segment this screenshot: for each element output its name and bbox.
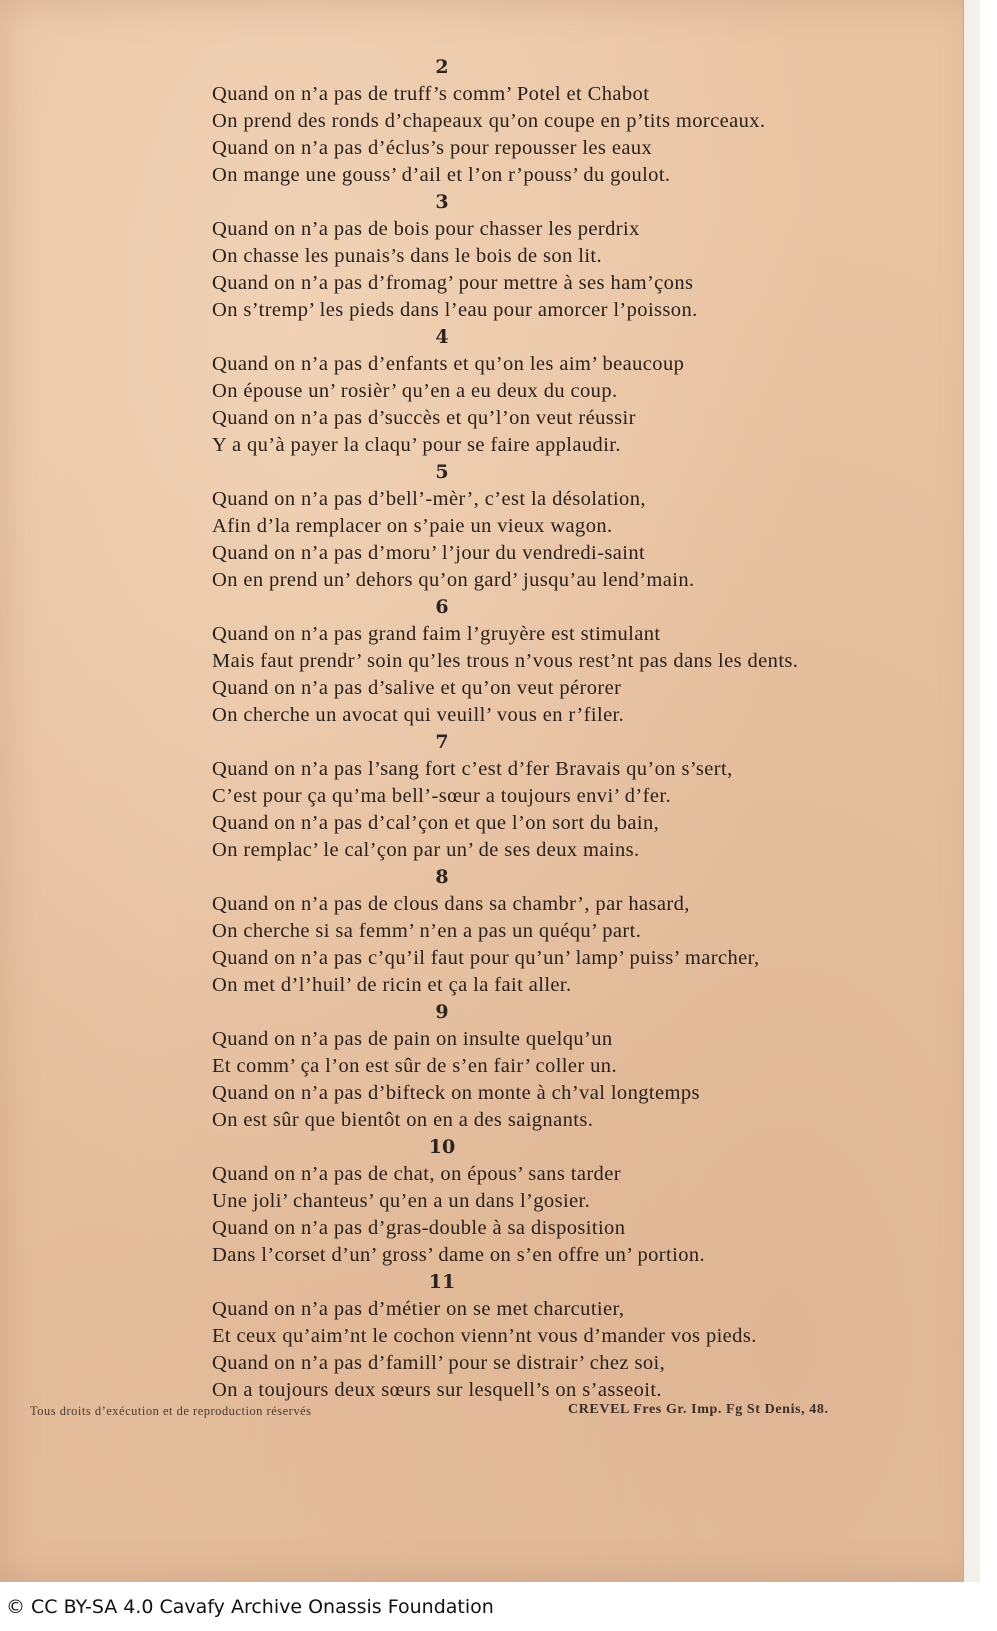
page-edge: [963, 0, 980, 1582]
verse-line: Quand on n’a pas d’bifteck on monte à ch’val longtemps: [212, 1082, 700, 1104]
stanza-number: 8: [435, 866, 449, 888]
verse-line: Afin d’la remplacer on s’paie un vieux wagon.: [212, 515, 613, 537]
verse-line: On en prend un’ dehors qu’on gard’ jusqu’au lend’main.: [212, 569, 695, 591]
stanza-number: 5: [435, 461, 449, 483]
verse-line: Quand on n’a pas grand faim l’gruyère est stimulant: [212, 623, 661, 645]
stanza: [212, 1269, 872, 1404]
verse-line: Quand on n’a pas l’sang fort c’est d’fer Bravais qu’on s’sert,: [212, 758, 733, 780]
verse-line: Quand on n’a pas d’enfants et qu’on les aim’ beaucoup: [212, 353, 685, 375]
stanza-number: 11: [428, 1271, 456, 1293]
stanza-number: 7: [435, 731, 449, 753]
stanza-number: 3: [435, 191, 449, 213]
stanza: [212, 324, 872, 459]
verse-line: On cherche si sa femm’ n’en a pas un quéqu’ part.: [212, 920, 642, 942]
verse-line: On remplac’ le cal’çon par un’ de ses deux mains.: [212, 839, 640, 861]
printer-imprint: CREVEL Fres Gr. Imp. Fg St Denis, 48.: [568, 1402, 829, 1417]
verse-line: Quand on n’a pas d’salive et qu’on veut pérorer: [212, 677, 622, 699]
verse-line: Quand on n’a pas de truff’s comm’ Potel et Chabot: [212, 83, 650, 105]
stanza: [212, 999, 872, 1134]
verse-line: Quand on n’a pas d’gras-double à sa disposition: [212, 1217, 626, 1239]
verse-line: On a toujours deux sœurs sur lesquell’s on s’asseoit.: [212, 1379, 662, 1401]
verse-line: On prend des ronds d’chapeaux qu’on coupe en p’tits morceaux.: [212, 110, 766, 132]
stanza-number: 4: [435, 326, 449, 348]
stanza: [212, 729, 872, 864]
stanza: [212, 594, 872, 729]
verse-line: Quand on n’a pas d’métier on se met charcutier,: [212, 1298, 625, 1320]
verse-line: On chasse les punais’s dans le bois de son lit.: [212, 245, 603, 267]
verse-line: On est sûr que bientôt on en a des saignants.: [212, 1109, 594, 1131]
verse-line: Une joli’ chanteus’ qu’en a un dans l’gosier.: [212, 1190, 591, 1212]
verse-line: Quand on n’a pas d’famill’ pour se distrair’ chez soi,: [212, 1352, 666, 1374]
verse-line: Quand on n’a pas de chat, on épous’ sans tarder: [212, 1163, 621, 1185]
verses: [212, 54, 872, 1404]
stanza-number: 6: [435, 596, 449, 618]
verse-line: Quand on n’a pas d’éclus’s pour repousser les eaux: [212, 137, 653, 159]
verse-line: On s’tremp’ les pieds dans l’eau pour amorcer l’poisson.: [212, 299, 698, 321]
stanza: [212, 459, 872, 594]
stanza: [212, 189, 872, 324]
verse-line: Y a qu’à payer la claqu’ pour se faire applaudir.: [212, 434, 621, 456]
verse-line: Quand on n’a pas d’moru’ l’jour du vendredi-saint: [212, 542, 646, 564]
stanza-number: 10: [428, 1136, 456, 1158]
verse-line: Quand on n’a pas d’bell’-mèr’, c’est la désolation,: [212, 488, 646, 510]
stanza: [212, 864, 872, 999]
verse-line: On met d’l’huil’ de ricin et ça la fait aller.: [212, 974, 572, 996]
verse-line: Et ceux qu’aim’nt le cochon vienn’nt vous d’mander vos pieds.: [212, 1325, 757, 1347]
verse-line: Quand on n’a pas de bois pour chasser les perdrix: [212, 218, 640, 240]
credit-text: © CC BY-SA 4.0 Cavafy Archive Onassis Foundation: [6, 1596, 494, 1618]
verse-line: On cherche un avocat qui veuill’ vous en r’filer.: [212, 704, 625, 726]
rights-notice: Tous droits d’exécution et de reproduction réservés: [30, 1404, 312, 1418]
stanza: [212, 1134, 872, 1269]
verse-line: Quand on n’a pas de pain on insulte quelqu’un: [212, 1028, 613, 1050]
verse-line: Quand on n’a pas de clous dans sa chambr’, par hasard,: [212, 893, 690, 915]
credit-bar: [0, 1582, 997, 1631]
verse-line: Quand on n’a pas c’qu’il faut pour qu’un’ lamp’ puiss’ marcher,: [212, 947, 760, 969]
verse-line: Quand on n’a pas d’succès et qu’l’on veut réussir: [212, 407, 636, 429]
stanza-number: 9: [435, 1001, 449, 1023]
verse-line: Et comm’ ça l’on est sûr de s’en fair’ coller un.: [212, 1055, 617, 1077]
verse-line: Quand on n’a pas d’cal’çon et que l’on sort du bain,: [212, 812, 660, 834]
verse-line: Quand on n’a pas d’fromag’ pour mettre à ses ham’çons: [212, 272, 694, 294]
verse-line: Mais faut prendr’ soin qu’les trous n’vous rest’nt pas dans les dents.: [212, 650, 799, 672]
stanza: [212, 54, 872, 189]
verse-line: Dans l’corset d’un’ gross’ dame on s’en offre un’ portion.: [212, 1244, 706, 1266]
verse-line: C’est pour ça qu’ma bell’-sœur a toujours envi’ d’fer.: [212, 785, 671, 807]
verse-line: On épouse un’ rosièr’ qu’en a eu deux du coup.: [212, 380, 618, 402]
verse-line: On mange une gouss’ d’ail et l’on r’pouss’ du goulot.: [212, 164, 671, 186]
stanza-number: 2: [435, 56, 449, 78]
